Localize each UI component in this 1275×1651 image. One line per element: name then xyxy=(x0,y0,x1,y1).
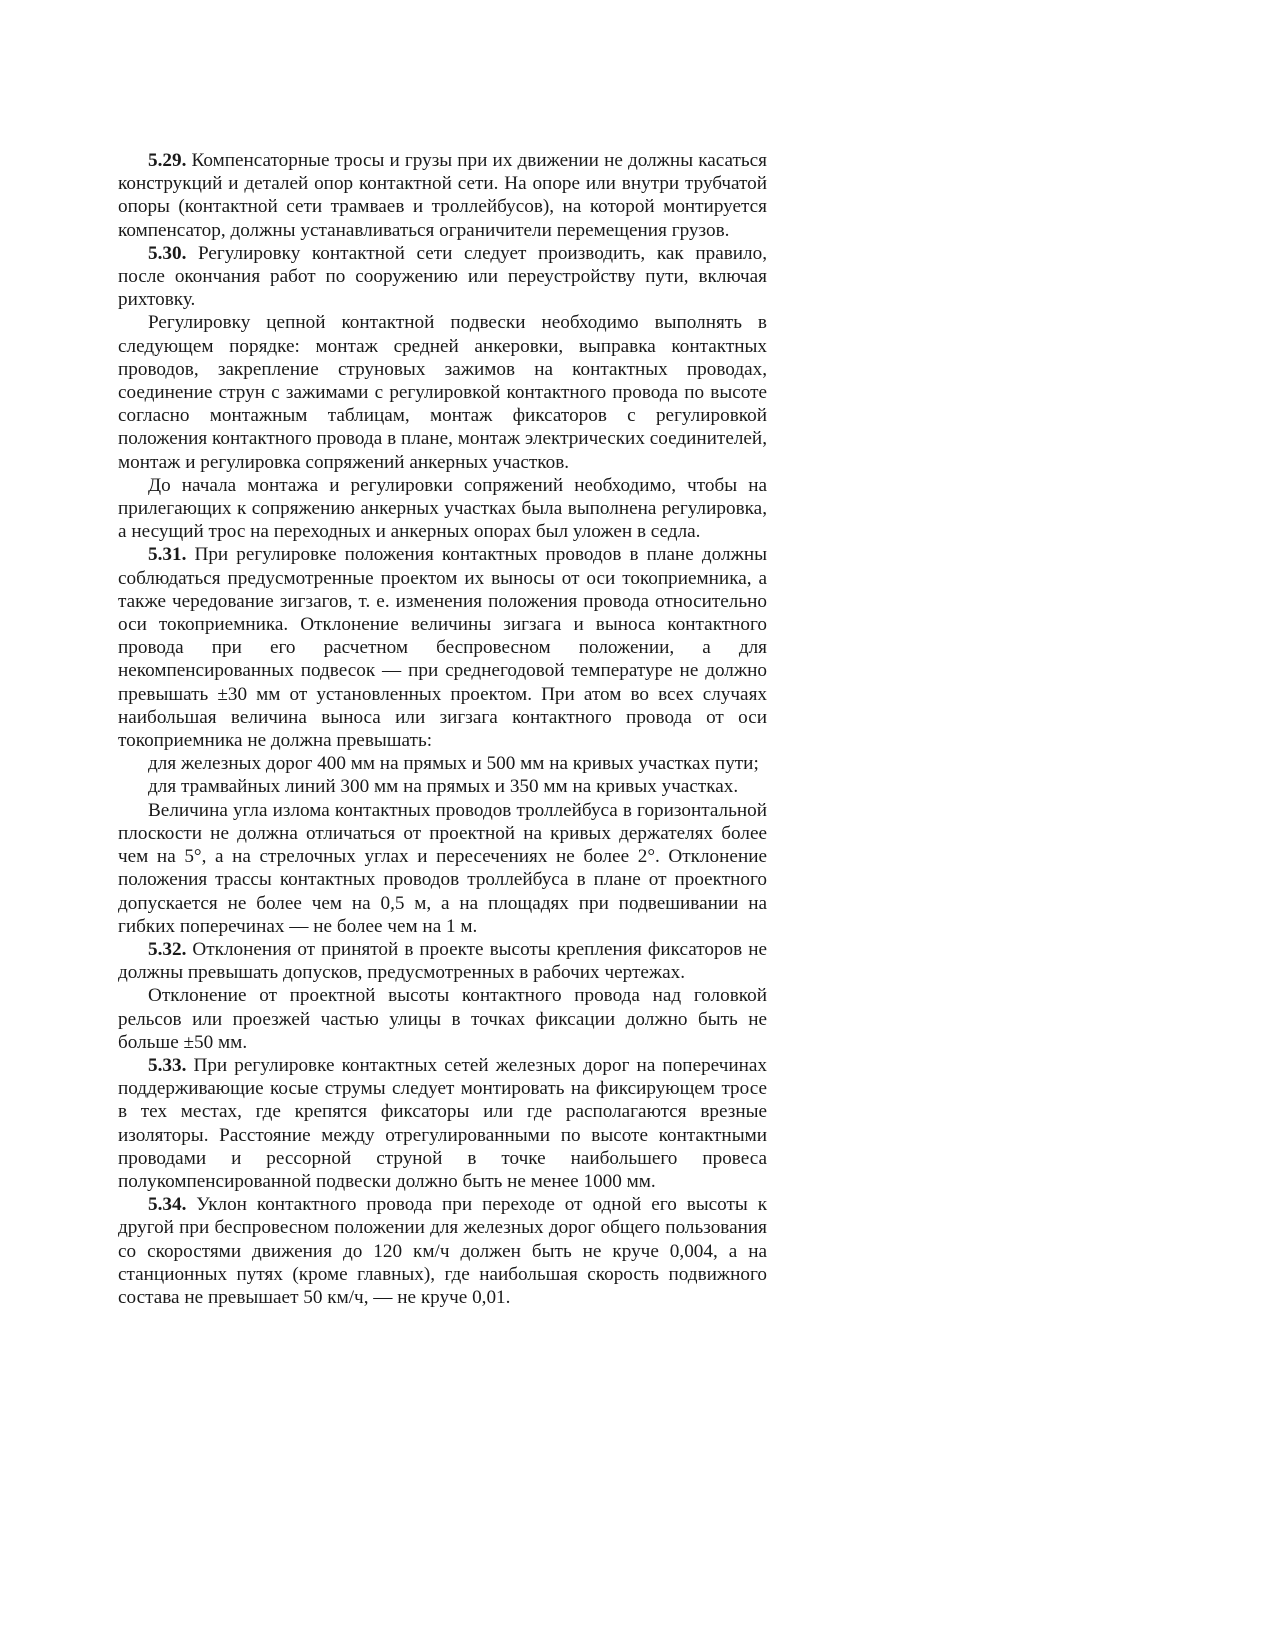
paragraph-text: При регулировке контактных сетей железных дорог на поперечинах поддерживающие косые струмы следует монтировать на фиксирующем тросе в тех местах, где крепятся фиксаторы или где располагаются врезные изоляторы. Расстояние между отрегулированными по высоте контактными проводами и рессорной струной в точке наибольшего провеса полукомпенсированной подвески должно быть не менее 1000 мм. xyxy=(118,1054,768,1192)
paragraph-5-32 xyxy=(118,938,767,984)
paragraph-tram-limit xyxy=(118,775,767,798)
paragraph-before-mounting xyxy=(118,474,767,544)
paragraph-text: Регулировку цепной контактной подвески необходимо выполнять в следующем порядке: монтаж средней анкеровки, выправка контактных проводов, закрепление струновых зажимов на контактных проводах, соединение струн с зажимами с регулировкой контактного провода по высоте согласно монтажным таблицам, монтаж фиксаторов с регулировкой положения контактного провода в плане, монтаж электрических соединителей, монтаж и регулировка сопряжений анкерных участков. xyxy=(118,312,767,473)
paragraph-text: Регулировку контактной сети следует производить, как правило, после окончания работ по сооружению или переустройству пути, включая рихтовку. xyxy=(118,242,767,311)
paragraph-text: До начала монтажа и регулировки сопряжений необходимо, чтобы на прилегающих к сопряжению анкерных участках была выполнена регулировка, а несущий трос на переходных и анкерных опорах был уложен в седла. xyxy=(118,474,767,543)
clause-number: 5.29. xyxy=(148,150,187,171)
paragraph-5-34 xyxy=(118,1193,767,1309)
paragraph-5-29 xyxy=(118,149,767,242)
paragraph-text: Отклонения от принятой в проекте высоты крепления фиксаторов не должны превышать допусков, предусмотренных в рабочих чертежах. xyxy=(118,938,767,984)
paragraph-height-deviation xyxy=(118,984,767,1054)
text-column xyxy=(118,149,767,1309)
clause-number: 5.31. xyxy=(148,544,187,566)
paragraph-text: для железных дорог 400 мм на прямых и 500 мм на кривых участках пути; xyxy=(148,753,759,775)
clause-number: 5.30. xyxy=(148,242,187,264)
clause-number: 5.34. xyxy=(148,1194,187,1216)
paragraph-5-30 xyxy=(118,242,767,312)
paragraph-adjustment-order xyxy=(118,311,767,473)
paragraph-text: Компенсаторные тросы и грузы при их движении не должны касаться конструкций и деталей опор контактной сети. На опоре или внутри трубчатой опоры (контактной сети трамваев и троллейбусов), на которой монтируется компенсатор, должны устанавливаться ограничители перемещения грузов. xyxy=(118,150,768,241)
paragraph-5-33 xyxy=(118,1054,767,1193)
clause-number: 5.32. xyxy=(148,938,187,960)
paragraph-railways-limit xyxy=(118,752,767,775)
paragraph-trolleybus-angle xyxy=(118,799,767,938)
clause-number: 5.33. xyxy=(148,1054,187,1076)
paragraph-text: Уклон контактного провода при переходе от одной его высоты к другой при беспровесном положении для железных дорог общего пользования со скоростями движения до 120 км/ч должен быть не круче 0,004, а на станционных путях (кроме главных), где наибольшая скорость подвижного состава не превышает 50 км/ч, — не круче 0,01. xyxy=(118,1194,768,1308)
paragraph-text: Отклонение от проектной высоты контактного провода над головкой рельсов или проезжей частью улицы в точках фиксации должно быть не больше ±50 мм. xyxy=(118,985,767,1053)
paragraph-5-31 xyxy=(118,543,767,752)
paragraph-text: для трамвайных линий 300 мм на прямых и 350 мм на кривых участках. xyxy=(148,776,739,798)
paragraph-text: Величина угла излома контактных проводов троллейбуса в горизонтальной плоскости не должна отличаться от проектной на кривых держателях более чем на 5°, а на стрелочных углах и пересечениях не более 2°. Отклонение положения трассы контактных проводов троллейбуса в плане от проектного допускается не более чем на 0,5 м, а на площадях при подвешивании на гибких поперечинах — не более чем на 1 м. xyxy=(118,799,767,937)
paragraph-text: При регулировке положения контактных проводов в плане должны соблюдаться предусмотренные проектом их выносы от оси токоприемника, а также чередование зигзагов, т. е. изменения положения провода относительно оси токоприемника. Отклонение величины зигзага и выноса контактного провода при его расчетном беспровесном положении, а для некомпенсированных подвесок — при среднегодовой температуре не должно превышать ±30 мм от установленных проектом. При атом во всех случаях наибольшая величина выноса или зигзага контактного провода от оси токоприемника не должна превышать: xyxy=(118,544,767,752)
